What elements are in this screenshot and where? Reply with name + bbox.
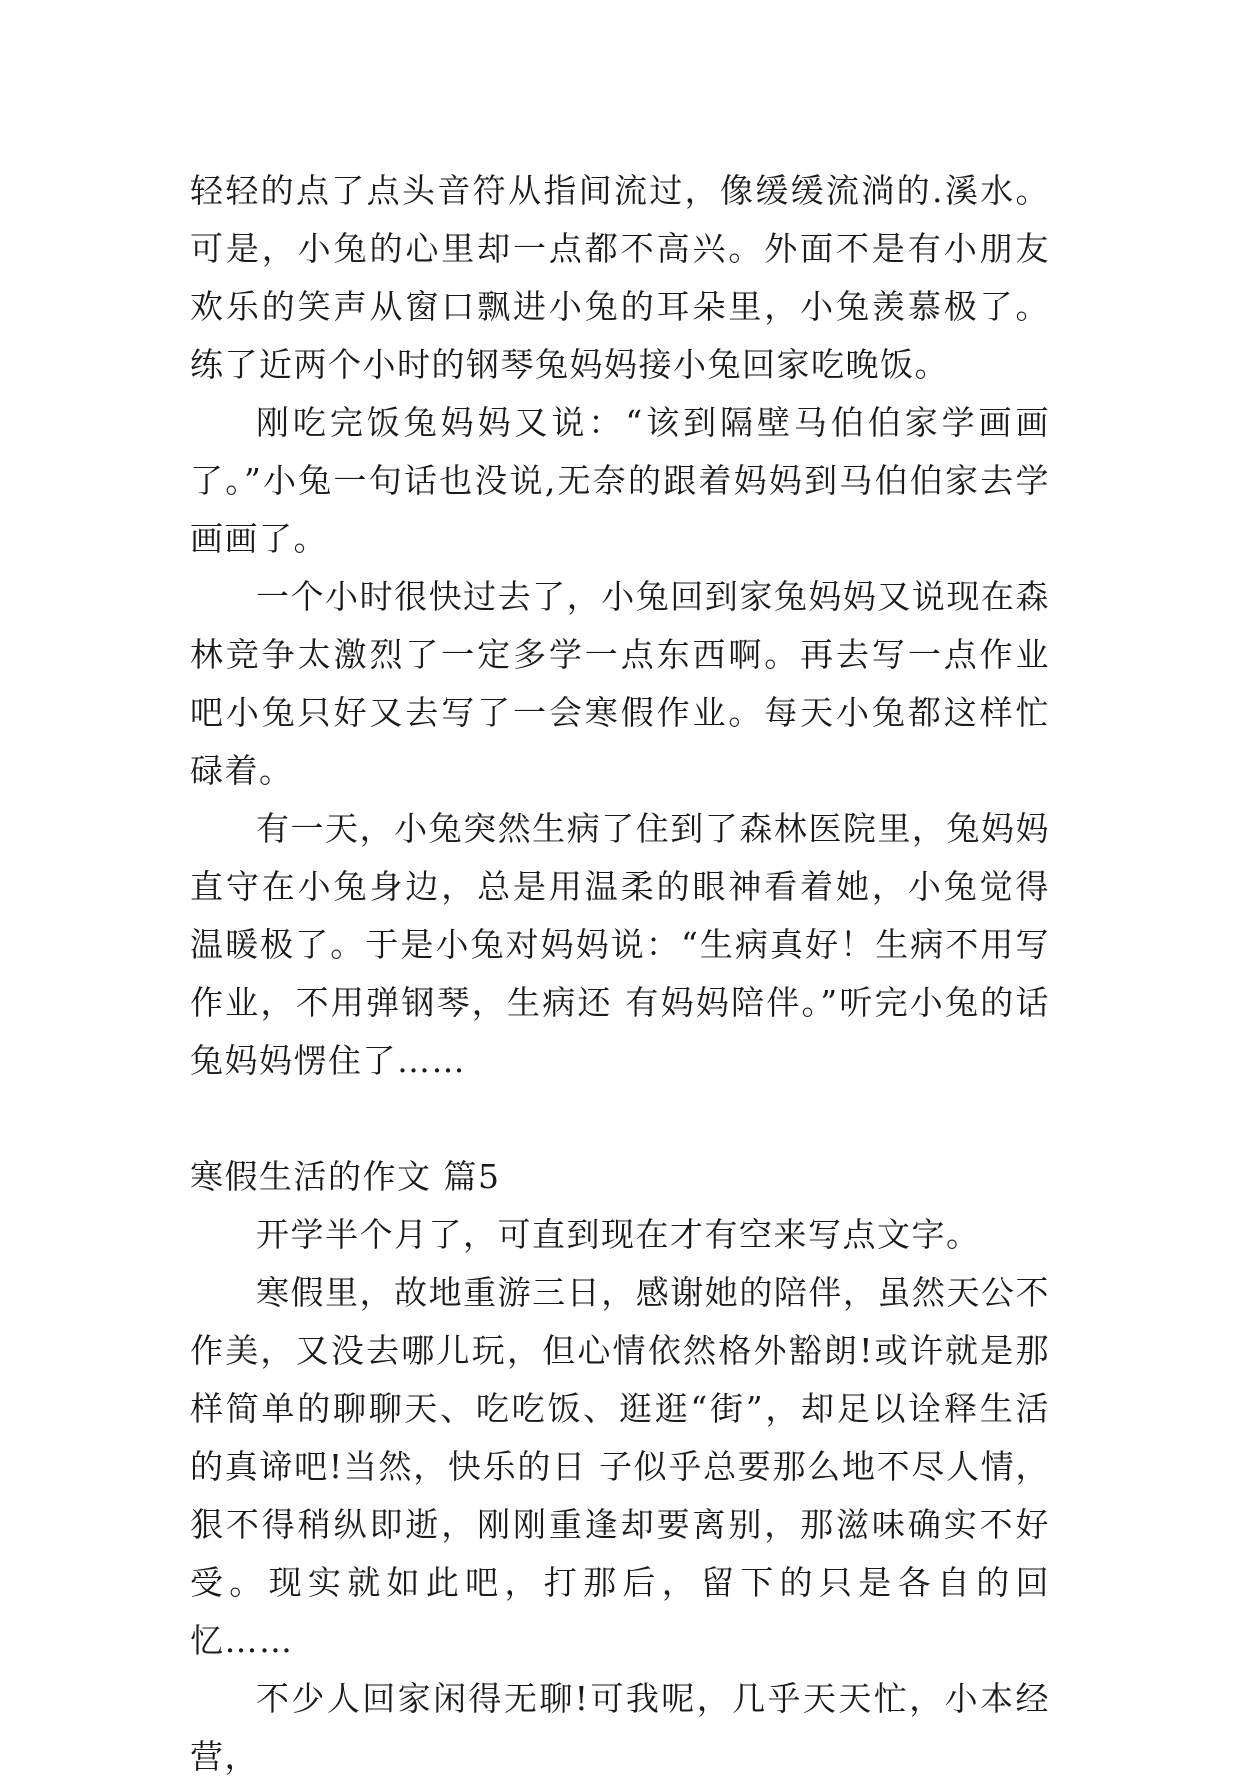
section-paragraph-1: 开学半个月了，可直到现在才有空来写点文字。	[256, 1215, 981, 1254]
section-paragraph-3: 不少人回家闲得无聊!可我呢，几乎天天忙，小本经营，	[190, 1679, 1050, 1776]
document-body	[190, 162, 1050, 1786]
paragraph-3: 一个小时很快过去了，小兔回到家兔妈妈又说现在森林竞争太激烈了一定多学一点东西啊。再去写一点作业吧小兔只好又去写了一会寒假作业。每天小兔都这样忙碌着。	[190, 577, 1050, 790]
paragraph-1: 轻轻的点了点头音符从指间流过，像缓缓流淌的.溪水。可是，小兔的心里却一点都不高兴。外面不是有小朋友欢乐的笑声从窗口飘进小兔的耳朵里，小兔羡慕极了。练了近两个小时的钢琴兔妈妈接小兔回家吃晚饭。	[190, 171, 1050, 384]
paragraph-2: 刚吃完饭兔妈妈又说：“该到隔壁马伯伯家学画画了。”小兔一句话也没说,无奈的跟着妈妈到马伯伯家去学画画了。	[190, 403, 1050, 558]
section-title: 寒假生活的作文 篇5	[190, 1157, 501, 1196]
paragraph-4: 有一天，小兔突然生病了住到了森林医院里，兔妈妈直守在小兔身边，总是用温柔的眼神看着她，小兔觉得温暖极了。于是小兔对妈妈说：“生病真好！生病不用写作业，不用弹钢琴，生病还 有妈妈陪伴。”听完小兔的话兔妈妈愣住了……	[190, 809, 1050, 1080]
section-paragraph-2: 寒假里，故地重游三日，感谢她的陪伴，虽然天公不作美，又没去哪儿玩，但心情依然格外豁朗!或许就是那样简单的聊聊天、吃吃饭、逛逛“街”，却足以诠释生活的真谛吧!当然，快乐的日 子似乎总要那么地不尽人情，狠不得稍纵即逝，刚刚重逢却要离别，那滋味确实不好受。现实就如此吧，打那后，留下的只是各自的回忆……	[190, 1273, 1050, 1660]
